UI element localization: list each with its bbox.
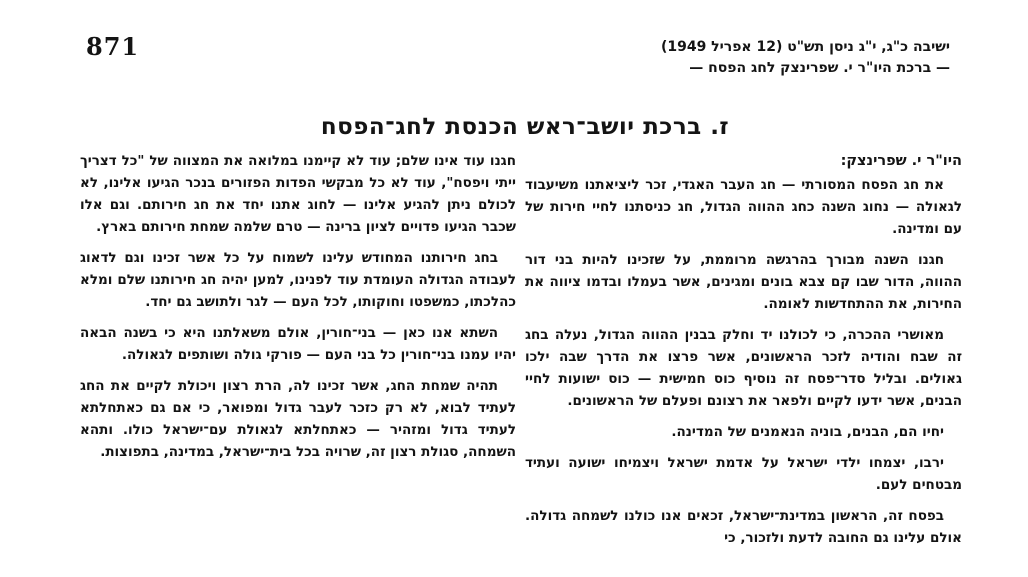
paragraph: מאושרי ההכרה, כי לכולנו יד וחלק בבנין ההווה הגדול, נעלה בחג זה שבח והודיה לזכר הראשונים, אשר פרצו את הדרך שבה ילכו גאולים. ובליל סדר־פסח זה נוסיף כוס חמישית — כוס ישועות לחיי הבנים, אשר ידעו לקיים ולפאר את רצונם ופעלם של הראשונים.	[525, 327, 962, 409]
section-title: ז. ברכת יושב־ראש הכנסת לחג־הפסח	[320, 114, 730, 140]
paragraph: בחג חירותנו המחודש עלינו לשמוח על כל אשר זכינו וגם לדאוג לעבודה הגדולה העומדת עוד לפנינו, למען יהיה חג חירותנו שלם ומלא כהלכתו, כמשפטו וחוקותו, לכל העם — לגר ולתושב גם יחד.	[80, 250, 516, 310]
paragraph: בפסח זה, הראשון במדינת־ישראל, זכאים אנו כולנו לשמחה גדולה. אולם עלינו גם החובה לדעת ולזכור, כי	[525, 508, 962, 546]
paragraph: חגנו עוד אינו שלם; עוד לא קיימנו במלואה את המצווה של "כל דצריך ייתי ויפסח", עוד לא כל מבקשי הפדות הפזורים בנכר הגיעו אלינו, לא לכולם ניתן להגיע אלינו — לחוג אתנו יחד את חג חירותם. וגם אלו שכבר הגיעו פדויים לציון ברינה — טרם שלמה שמחת חירותם בארץ.	[80, 153, 516, 235]
paragraph: חגנו השנה מבורך בהרגשה מרוממת, על שזכינו להיות בני דור ההווה, הדור שבו קם צבא בונים ומגינים, אשר בעמלו ובדמו ציווה את החירות, את ההתחדשות לאומה.	[525, 252, 962, 312]
running-head-topic: — ברכת היו"ר י. שפרינצק לחג הפסח —	[689, 60, 950, 76]
paragraph: יחיו הם, הבנים, בוניה הנאמנים של המדינה.	[671, 424, 944, 440]
running-head-session: ישיבה כ"ג, י"ג ניסן תש"ט (12 אפריל 1949)	[660, 39, 950, 55]
left-column	[80, 150, 516, 472]
paragraph: ירבו, יצמחו ילדי ישראל על אדמת ישראל ויצמיחו ישועה ועתיד מבטחים לעם.	[525, 455, 962, 493]
paragraph: תהיה שמחת החג, אשר זכינו לה, הרת רצון ויכולת לקיים את החג לעתיד לבוא, לא רק כזכר לעבר גדול ומפואר, כי אם גם כאתחלתא לעתיד גדול ומזהיר — כאתחלתא לגאולת עם־ישראל כולו. ותהא השמחה, סגולת רצון זה, שרויה בכל בית־ישראל, במדינה, בתפוצות.	[80, 378, 516, 460]
page-number: 871	[86, 32, 140, 61]
paragraph: השתא אנו כאן — בני־חורין, אולם משאלתנו היא כי בשנה הבאה יהיו עמנו בני־חורין כל בני העם — פורקי גולה ושותפים לגאולה.	[80, 325, 516, 363]
paragraph: את חג הפסח המסורתי — חג העבר האגדי, זכר ליציאתנו משיעבוד לגאולה — נחוג השנה כחג ההווה הגדול, חג כניסתנו לחיי חירות של עם ומדינה.	[525, 177, 962, 237]
right-column	[525, 150, 962, 558]
speaker-name: היו"ר י. שפרינצק:	[840, 153, 962, 169]
running-head	[530, 37, 950, 79]
